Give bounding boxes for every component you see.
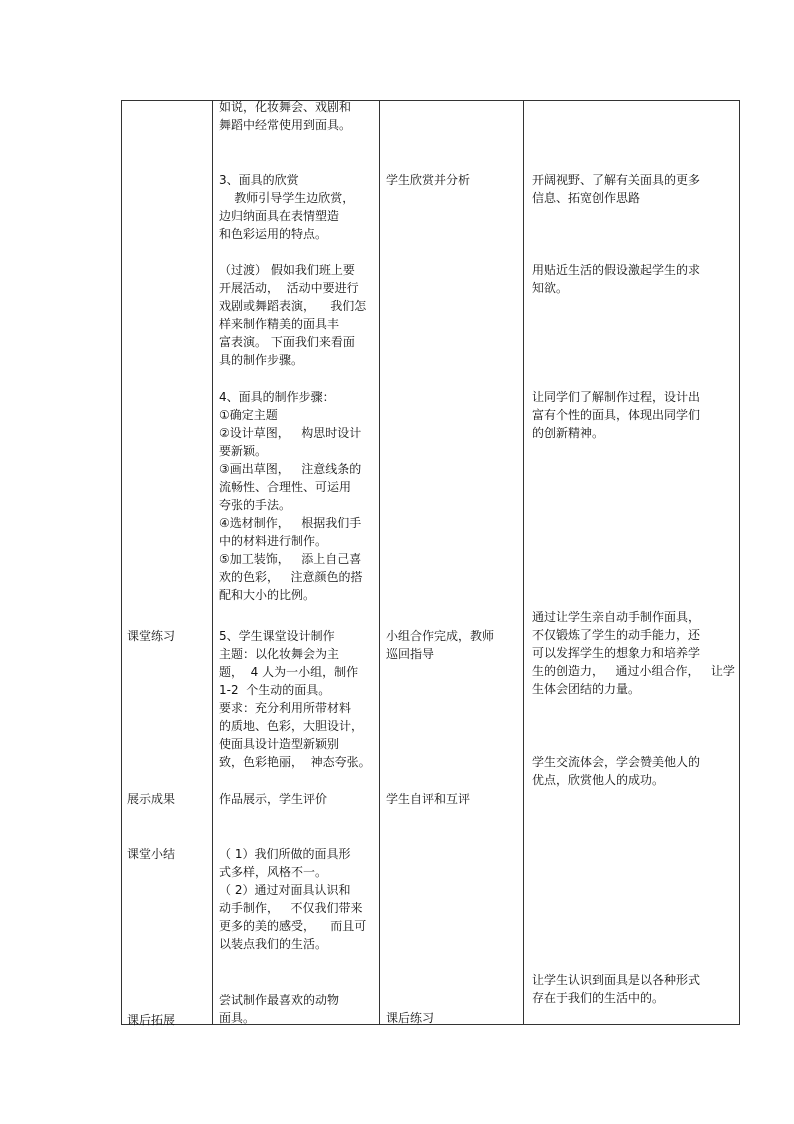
- text-line: 生体会团结的力量。: [532, 682, 641, 696]
- text-line: 巡回指导: [386, 647, 435, 661]
- text-line: 让同学们了解制作过程，设计出: [532, 390, 701, 404]
- text-line: 教师引导学生边欣赏，: [219, 191, 355, 205]
- text-line: 夸张的手法。: [219, 498, 292, 512]
- text-line: 舞蹈中经常使用到面具。: [219, 118, 352, 132]
- text-line: 主题：以化妆舞会为主: [219, 647, 340, 661]
- text-line: 配和大小的比例。: [219, 588, 316, 602]
- text-line: 流畅性、合理性、可运用: [219, 480, 352, 494]
- text-line: 边归纳面具在表情塑造: [219, 209, 340, 223]
- text-line: （过渡） 假如我们班上要: [219, 263, 355, 277]
- text-line: 的质地、色彩，大胆设计，: [219, 719, 364, 733]
- text-line: 戏剧或舞蹈表演， 我们怎: [219, 299, 367, 313]
- text-line: 式多样，风格不一。: [219, 865, 328, 879]
- text-line: 样来制作精美的面具丰: [219, 317, 340, 331]
- text-line: 和色彩运用的特点。: [219, 227, 328, 241]
- column-divider: [379, 100, 380, 1025]
- text-line: 让学生认识到面具是以各种形式: [532, 973, 701, 987]
- text-line: 富表演。 下面我们来看面: [219, 335, 355, 349]
- text-line: 要求：充分利用所带材料: [219, 701, 352, 715]
- text-line: 中的材料进行制作。: [219, 534, 328, 548]
- activity-appreciate: 学生欣赏并分析: [386, 173, 471, 187]
- activity-extension: 课后练习: [386, 1011, 435, 1025]
- text-line: 致，色彩艳丽， 神态夸张。: [219, 755, 371, 769]
- text-line: 4、面具的制作步骤：: [219, 390, 335, 404]
- text-line: ②设计草图， 构思时设计: [219, 426, 362, 440]
- text-line: 要新颖。: [219, 444, 268, 458]
- stage-label-summary: 课堂小结: [127, 847, 176, 861]
- text-line: 的创新精神。: [532, 426, 605, 440]
- text-line: （ 2）通过对面具认识和: [219, 883, 351, 897]
- content-showcase: 作品展示，学生评价: [219, 792, 328, 806]
- text-line: 使面具设计造型新颖别: [219, 737, 340, 751]
- text-line: 动手制作， 不仅我们带来: [219, 901, 363, 915]
- column-divider: [523, 100, 524, 1025]
- text-line: 学生交流体会，学会赞美他人的: [532, 755, 701, 769]
- text-line: 题， 4 人为一小组，制作: [219, 665, 359, 679]
- stage-label-practice: 课堂练习: [127, 629, 176, 643]
- text-line: 开展活动， 活动中要进行: [219, 281, 359, 295]
- text-line: ③画出草图， 注意线条的: [219, 462, 362, 476]
- text-line: ⑤加工装饰， 添上自己喜: [219, 552, 362, 566]
- text-line: 尝试制作最喜欢的动物: [219, 993, 340, 1007]
- text-line: 可以发挥学生的想象力和培养学: [532, 646, 701, 660]
- stage-label-extension: 课后拓展: [127, 1013, 176, 1027]
- text-line: 通过让学生亲自动手制作面具，: [532, 610, 701, 624]
- text-line: 优点，欣赏他人的成功。: [532, 773, 665, 787]
- text-line: （ 1）我们所做的面具形: [219, 847, 351, 861]
- text-line: 生的创造力， 通过小组合作， 让学: [532, 664, 735, 678]
- text-line: 存在于我们的生活中的。: [532, 991, 665, 1005]
- text-line: 欢的色彩， 注意颜色的搭: [219, 570, 363, 584]
- text-line: 5、学生课堂设计制作: [219, 629, 335, 643]
- text-line: 小组合作完成，教师: [386, 629, 495, 643]
- text-line: 更多的美的感受， 而且可: [219, 919, 367, 933]
- text-line: ④选材制作， 根据我们手: [219, 516, 362, 530]
- text-line: 开阔视野、了解有关面具的更多: [532, 173, 701, 187]
- stage-label-showcase: 展示成果: [127, 792, 176, 806]
- text-line: 3、面具的欣赏: [219, 173, 299, 187]
- text-line: 以装点我们的生活。: [219, 937, 328, 951]
- text-line: 如说，化妆舞会、戏剧和: [219, 100, 352, 114]
- text-line: 不仅锻炼了学生的动手能力，还: [532, 628, 701, 642]
- text-line: 1-2 个生动的面具。: [219, 683, 331, 697]
- text-line: 用贴近生活的假设激起学生的求: [532, 263, 701, 277]
- text-line: 知欲。: [532, 281, 569, 295]
- text-line: ①确定主题: [219, 408, 278, 422]
- column-divider: [212, 100, 213, 1025]
- text-line: 具的制作步骤。: [219, 353, 304, 367]
- text-line: 面具。: [219, 1011, 256, 1025]
- text-line: 富有个性的面具，体现出同学们: [532, 408, 701, 422]
- lesson-table: [121, 100, 740, 1025]
- text-line: 信息、拓宽创作思路: [532, 191, 641, 205]
- activity-showcase: 学生自评和互评: [386, 792, 471, 806]
